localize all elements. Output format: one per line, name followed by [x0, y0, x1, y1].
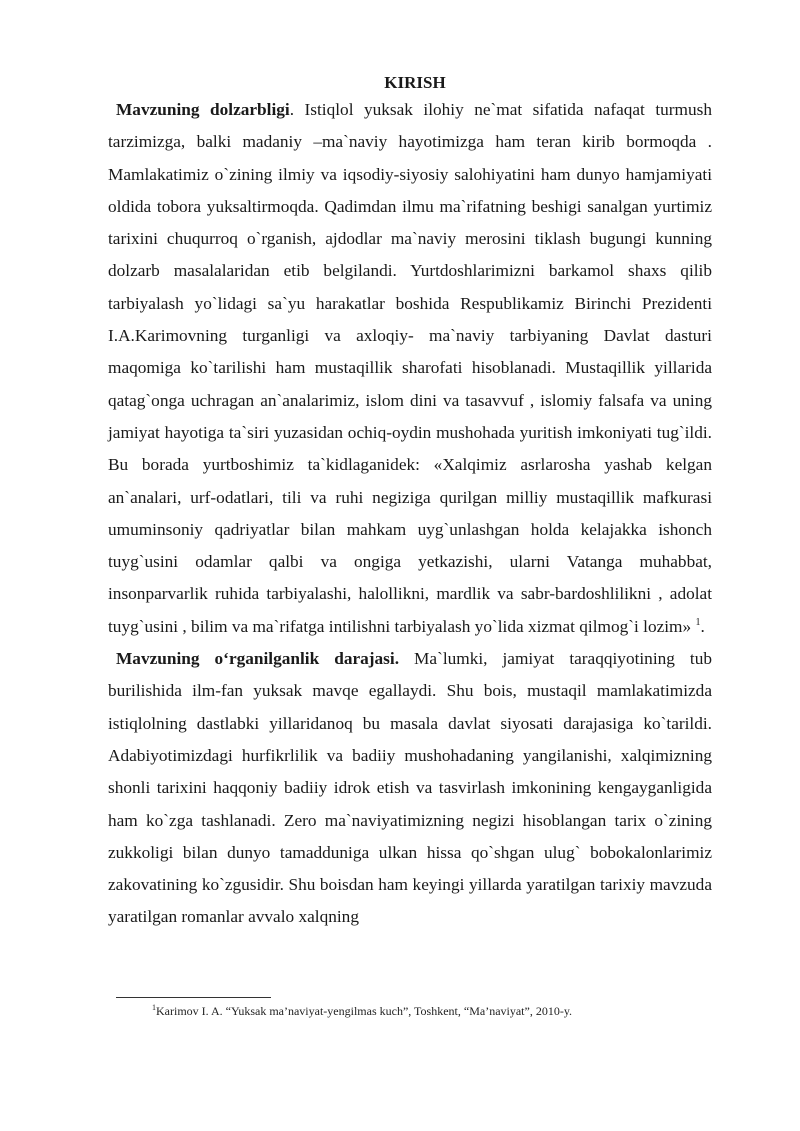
paragraph-study-degree — [108, 643, 712, 934]
document-page — [108, 72, 712, 934]
footnote-reference[interactable]: 1 — [695, 616, 701, 628]
paragraph-ending: . — [700, 616, 705, 636]
footnote-number: 1 — [152, 1003, 156, 1012]
paragraph-text: Ma`lumki, jamiyat taraqqiyotining tub burilishida ilm-fan yuksak mavqe egallaydi. Shu bois, mustaqil mamlakatimizda istiqlolning dastlabki yillaridanoq bu masala davlat siyosati darajasiga ko`tarildi. Adabiyotimizdagi hurfikrlilik va badiiy mushohadaning yangilanishi, xalqimizning shonli tarixini haqqoniy badiiy idrok etish va tasvirlash imkonining kengayganligida ham ko`zga tashlanadi. Zero ma`naviyatimizning negizi hisoblangan tarix o`zining zukkoligi bilan dunyo tamadduniga ulkan hissa qo`shgan ulug` bobokalonlarimiz zakovatining ko`zgusidir. Shu boisdan ham keyingi yillarda yaratilgan tarixiy mavzuda yaratilgan romanlar avvalo xalqning — [108, 649, 712, 927]
page-title: KIRISH — [384, 73, 446, 92]
heading-punctuation: . — [289, 100, 295, 119]
paragraph-heading: Mavzuning dolzarbligi — [116, 100, 290, 119]
paragraph-text: Istiqlol yuksak ilohiy ne`mat sifatida nafaqat turmush tarzimizga, balki madaniy –ma`naviy hayotimizga ham teran kirib bormoqda . Mamlakatimiz o`zining ilmiy va iqsodiy-siyosiy salohiyatini ham dunyo hamjamiyati oldida tobora yuksaltirmoqda. Qadimdan ilmu ma`rifatning beshigi sanalgan yurtimiz tarixini chuqurroq o`rganish, ajdodlar ma`naviy merosini tiklash bugungi kunning dolzarb masalalaridan etib belgilandi. Yurtdoshlarimizni barkamol shaxs qilib tarbiyalash yo`lidagi sa`yu harakatlar boshida Respublikamiz Birinchi Prezidenti I.A.Karimovning turganligi va axloqiy- ma`naviy tarbiyaning Davlat dasturi maqomiga ko`tarilishi ham mustaqillik sharofati hisoblanadi. Mustaqillik yillarida qatag`onga uchragan an`analarimiz, islom dini va tasavvuf , islomiy falsafa va uning jamiyat hayotiga ta`siri yuzasidan ochiq-oydin mushohada yuritish imkoniyati tug`ildi. Bu borada yurtboshimiz ta`kidlaganidek: «Xalqimiz asrlarosha yashab kelgan an`analari, urf-odatlari, tili va ruhi negiziga qurilgan milliy mustaqillik mafkurasi umuminsoniy qadriyatlar bilan mahkam uyg`unlashgan holda kelajakka ishonch tuyg`usini odamlar qalbi va ongiga yetkazishi, ularni Vatanga muhabbat, insonparvarlik ruhida tarbiyalashi, halollikni, mardlik va sabr-bardoshlilikni , adolat tuyg`usini , bilim va ma`rifatga intilishni tarbiyalash yo`lida xizmat qilmog`i lozim» — [108, 100, 712, 636]
footnote — [152, 1003, 572, 1019]
footnote-divider — [116, 997, 271, 998]
paragraph-relevance — [108, 94, 712, 643]
footnote-text: Karimov I. A. “Yuksak ma’naviyat-yengilmas kuch”, Toshkent, “Ma’naviyat”, 2010-y. — [156, 1004, 573, 1018]
paragraph-heading: Mavzuning o‘rganilganlik darajasi. — [116, 649, 400, 669]
